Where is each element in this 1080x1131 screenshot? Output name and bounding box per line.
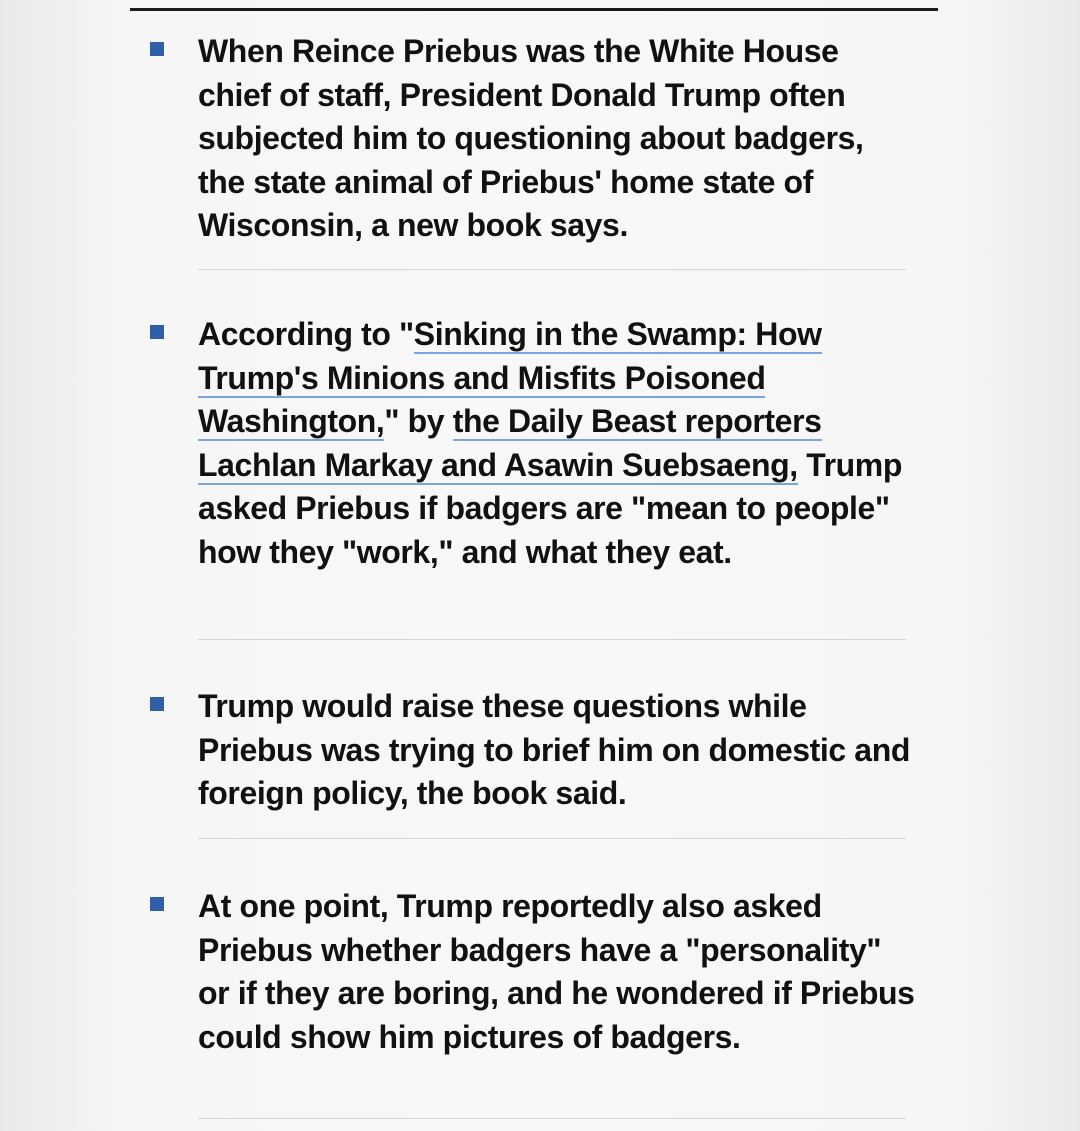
bullet-2-middle: " by	[384, 403, 453, 439]
bullet-square-icon	[150, 325, 164, 339]
divider-3	[198, 838, 906, 839]
divider-1	[198, 269, 906, 270]
bullet-square-icon	[150, 897, 164, 911]
bullet-text-2	[198, 313, 918, 574]
bullet-text-1: When Reince Priebus was the White House chief of staff, President Donald Trump often subjected him to questioning about badgers, the state animal of Priebus' home state of Wisconsin, a new book says.	[198, 33, 864, 243]
divider-2	[198, 639, 906, 640]
bullet-square-icon	[150, 42, 164, 56]
bullet-2-after: Trump asked Priebus if badgers are "mean to people" how they "work," and what they eat.	[198, 446, 903, 570]
reporters-link[interactable]: the Daily Beast reporters Lachlan Markay and Asawin Suebsaeng,	[198, 403, 822, 483]
divider-4	[198, 1118, 906, 1119]
book-title-link[interactable]: Sinking in the Swamp: How Trump's Minions and Misfits Poisoned Washington,	[198, 316, 822, 439]
bullet-2-before: According to "	[198, 316, 414, 352]
bullet-text-3: Trump would raise these questions while Priebus was trying to brief him on domestic and foreign policy, the book said.	[198, 688, 910, 811]
top-rule	[130, 8, 938, 11]
bullet-square-icon	[150, 697, 164, 711]
bullet-text-4: At one point, Trump reportedly also asked Priebus whether badgers have a "personality" or if they are boring, and he wondered if Priebus could show him pictures of badgers.	[198, 888, 915, 1055]
